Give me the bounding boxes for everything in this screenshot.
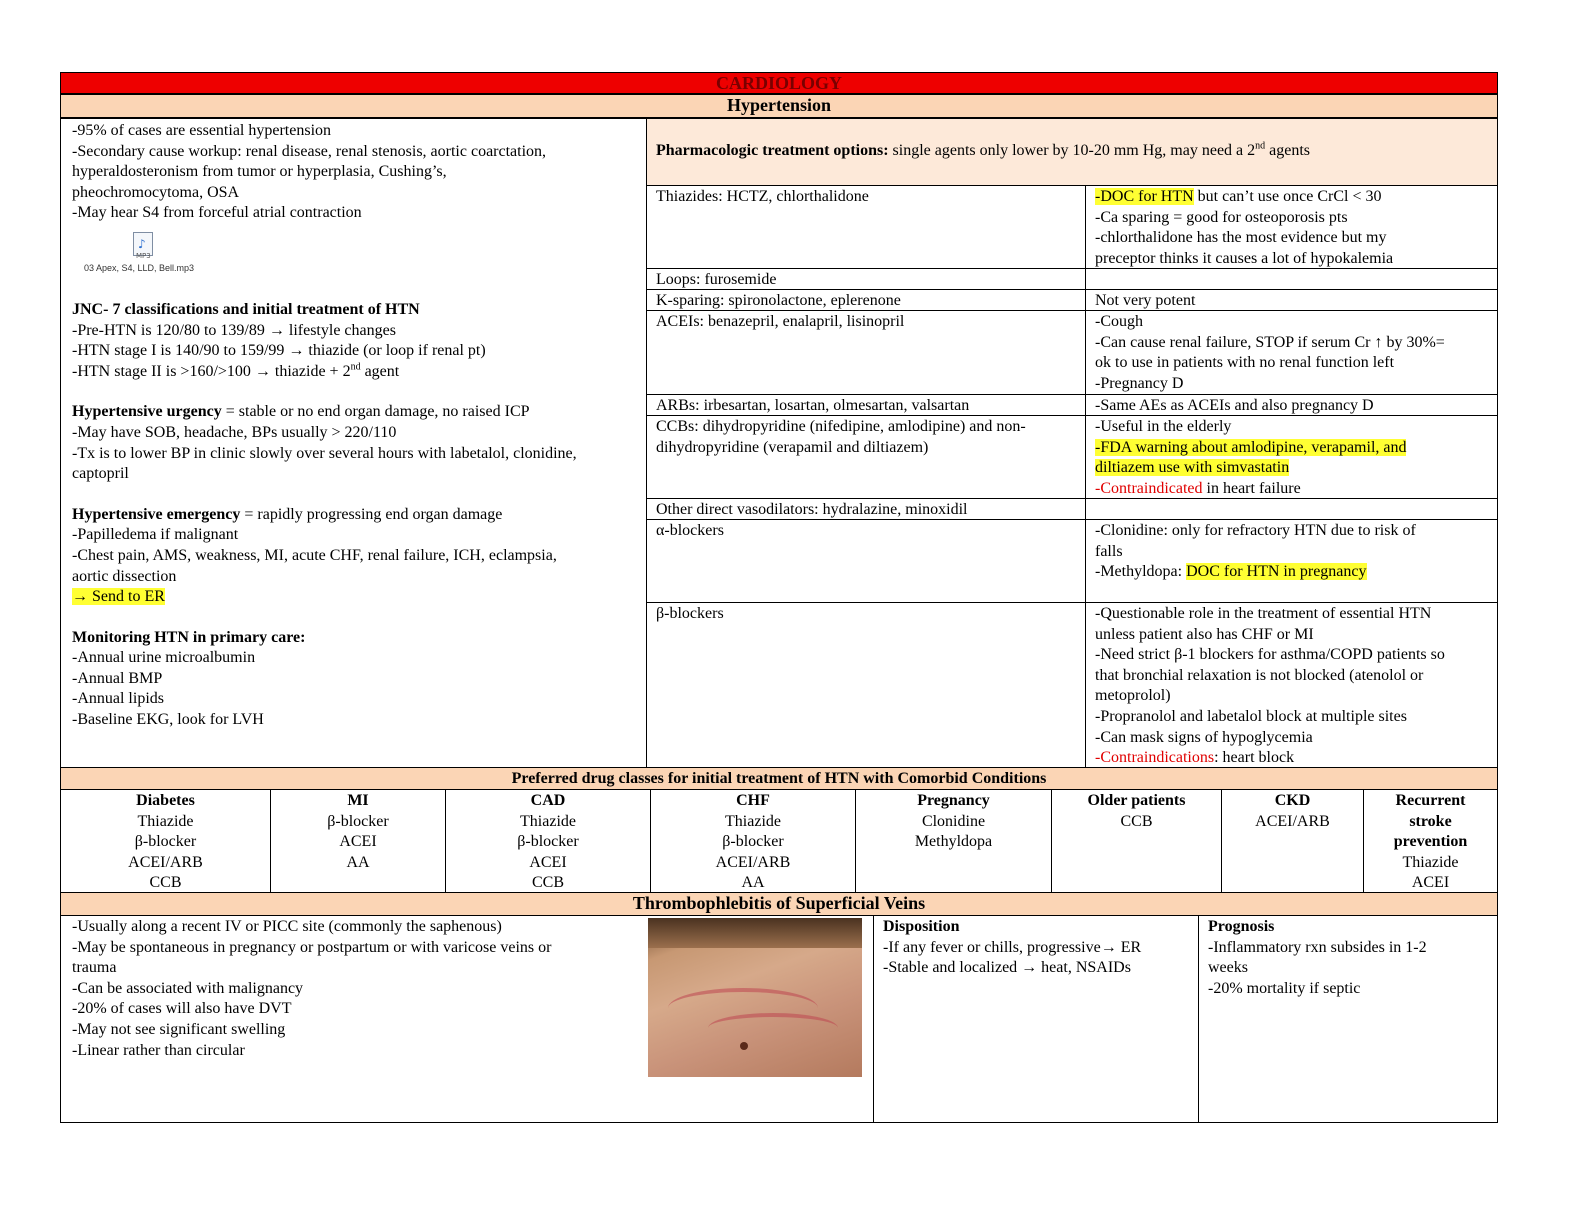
intro-line: hyperaldosteronism from tumor or hyperplasia, Cushing’s, (72, 163, 447, 181)
contraindications-red-text: Contraindications (1100, 749, 1215, 767)
comorbid-col-cad: CAD Thiazide β-blocker ACEI CCB (445, 789, 651, 893)
intro-line: -May hear S4 from forceful atrial contraction (72, 204, 362, 222)
send-to-er-highlight: → Send to ER (72, 588, 165, 606)
emergency-line: -Chest pain, AMS, weakness, MI, acute CHF, renal failure, ICH, eclampsia, (72, 546, 557, 564)
audio-attachment[interactable] (72, 224, 637, 286)
comorbid-col-ckd: CKD ACEI/ARB (1221, 789, 1364, 893)
banner-title: CARDIOLOGY (715, 73, 842, 93)
comorbid-col-pregnancy: Pregnancy Clonidine Methyldopa (855, 789, 1052, 893)
urgency-line: -Tx is to lower BP in clinic slowly over several hours with labetalol, clonidine, (72, 444, 577, 462)
drug-cell-thiazides: Thiazides: HCTZ, chlorthalidone (646, 185, 1086, 269)
monitoring-title: Monitoring HTN in primary care: (72, 628, 306, 646)
jnc-line: -HTN stage II is >160/>100 → thiazide + 2nd agent (72, 361, 400, 380)
pharm-title: Pharmacologic treatment options: (656, 142, 889, 159)
drug-cell-ksparing: K-sparing: spironolactone, eplerenone (646, 289, 1086, 311)
monitoring-line: -Annual lipids (72, 690, 164, 708)
monitoring-line: -Annual BMP (72, 669, 163, 687)
photo-vein-streak (708, 1013, 838, 1043)
prognosis-panel: Prognosis -Inflammatory rxn subsides in 1-2 weeks -20% mortality if septic (1198, 915, 1498, 1123)
note-cell-ccb: -Useful in the elderly -FDA warning about amlodipine, verapamil, and diltiazem use with simvastatin -Contraindicated in heart failure (1085, 415, 1498, 499)
monitoring-line: -Annual urine microalbumin (72, 649, 256, 667)
intro-line: -95% of cases are essential hypertension (72, 122, 332, 139)
comorbid-header: Preferred drug classes for initial treatment of HTN with Comorbid Conditions (60, 767, 1498, 790)
drug-cell-ccb: CCBs: dihydropyridine (nifedipine, amlodipine) and non- dihydropyridine (verapamil and diltiazem) (646, 415, 1086, 499)
thrombo-notes-panel: -Usually along a recent IV or PICC site (commonly the saphenous) -May be spontaneous in pregnancy or postpartum or with varicose veins or trauma -Can be associated with malignancy -20% of cases will also have DVT -May not see significant swelling -Linear rather than circular (60, 915, 874, 1123)
comorbid-col-older-patients: Older patients CCB (1051, 789, 1222, 893)
comorbid-col-stroke-prevention: Recurrent stroke prevention Thiazide ACEI (1363, 789, 1498, 893)
thrombophlebitis-header: Thrombophlebitis of Superficial Veins (60, 892, 1498, 916)
jnc-title: JNC- 7 classifications and initial treatment of HTN (72, 300, 420, 318)
drug-cell-loops: Loops: furosemide (646, 268, 1086, 290)
note-cell-beta-blockers: -Questionable role in the treatment of essential HTN unless patient also has CHF or MI -Need strict β-1 blockers for asthma/COPD patients so that bronchial relaxation is not blocked (atenolol or metoprolol) -Propranolol and labetalol block at multiple sites -Can mask signs of hypoglycemia -Contraindications: heart block (1085, 602, 1498, 768)
section-banner (60, 72, 1498, 94)
comorbid-col-diabetes: Diabetes Thiazide β-blocker ACEI/ARB CCB (60, 789, 271, 893)
prognosis-title: Prognosis (1208, 918, 1275, 935)
drug-cell-vasodilators: Other direct vasodilators: hydralazine, minoxidil (646, 498, 1086, 520)
disposition-title: Disposition (883, 918, 960, 935)
comorbid-col-mi: MI β-blocker ACEI AA (270, 789, 446, 893)
note-cell-vasodilators (1085, 498, 1498, 520)
comorbid-col-chf: CHF Thiazide β-blocker ACEI/ARB AA (650, 789, 856, 893)
htn-notes-panel (60, 118, 647, 768)
photo-dark-region (648, 918, 862, 948)
drug-cell-alpha-blockers: α-blockers (646, 519, 1086, 603)
drug-cell-acei: ACEIs: benazepril, enalapril, lisinopril (646, 310, 1086, 395)
emergency-heading: Hypertensive emergency = rapidly progressing end organ damage (72, 505, 503, 523)
attachment-name[interactable]: 03 Apex, S4, LLD, Bell.mp3 (84, 262, 195, 273)
thrombophlebitis-photo (648, 918, 862, 1077)
urgency-heading: Hypertensive urgency = stable or no end organ damage, no raised ICP (72, 403, 530, 421)
monitoring-line: -Baseline EKG, look for LVH (72, 711, 264, 729)
disposition-panel: Disposition -If any fever or chills, progressive→ ER -Stable and localized → heat, NSAIDs (873, 915, 1199, 1123)
note-cell-thiazides: -DOC for HTN but can’t use once CrCl < 30 -Ca sparing = good for osteoporosis pts -chlorthalidone has the most evidence but my preceptor thinks it causes a lot of hypokalemia (1085, 185, 1498, 269)
note-cell-alpha-blockers: -Clonidine: only for refractory HTN due to risk of falls -Methyldopa: DOC for HTN in pregnancy (1085, 519, 1498, 603)
note-cell-arb: -Same AEs as ACEIs and also pregnancy D (1085, 394, 1498, 416)
photo-lesion-dot (740, 1042, 748, 1050)
jnc-line: -Pre-HTN is 120/80 to 139/89 → lifestyle changes (72, 321, 396, 339)
urgency-line: captopril (72, 465, 129, 483)
pharm-header: Pharmacologic treatment options: single agents only lower by 10-20 mm Hg, may need a 2nd agents (646, 118, 1498, 186)
drug-cell-beta-blockers: β-blockers (646, 602, 1086, 768)
note-cell-loops (1085, 268, 1498, 290)
note-cell-acei: -Cough -Can cause renal failure, STOP if serum Cr ↑ by 30%= ok to use in patients with no renal function left -Pregnancy D (1085, 310, 1498, 395)
audio-file-icon[interactable] (133, 232, 153, 256)
urgency-line: -May have SOB, headache, BPs usually > 220/110 (72, 423, 397, 441)
jnc-line: -HTN stage I is 140/90 to 159/99 → thiazide (or loop if renal pt) (72, 342, 486, 360)
intro-line: pheochromocytoma, OSA (72, 183, 240, 201)
emergency-line: aortic dissection (72, 567, 177, 585)
contraindicated-red-text: Contraindicated (1100, 479, 1203, 497)
hypertension-title: Hypertension (726, 95, 831, 115)
note-cell-ksparing: Not very potent (1085, 289, 1498, 311)
fda-warning-highlight: -FDA warning about amlodipine, verapamil, and (1095, 438, 1407, 456)
drug-cell-arb: ARBs: irbesartan, losartan, olmesartan, valsartan (646, 394, 1086, 416)
emergency-line: -Papilledema if malignant (72, 526, 239, 544)
intro-line: -Secondary cause workup: renal disease, renal stenosis, aortic coarctation, (72, 142, 547, 160)
hypertension-header (60, 94, 1498, 118)
